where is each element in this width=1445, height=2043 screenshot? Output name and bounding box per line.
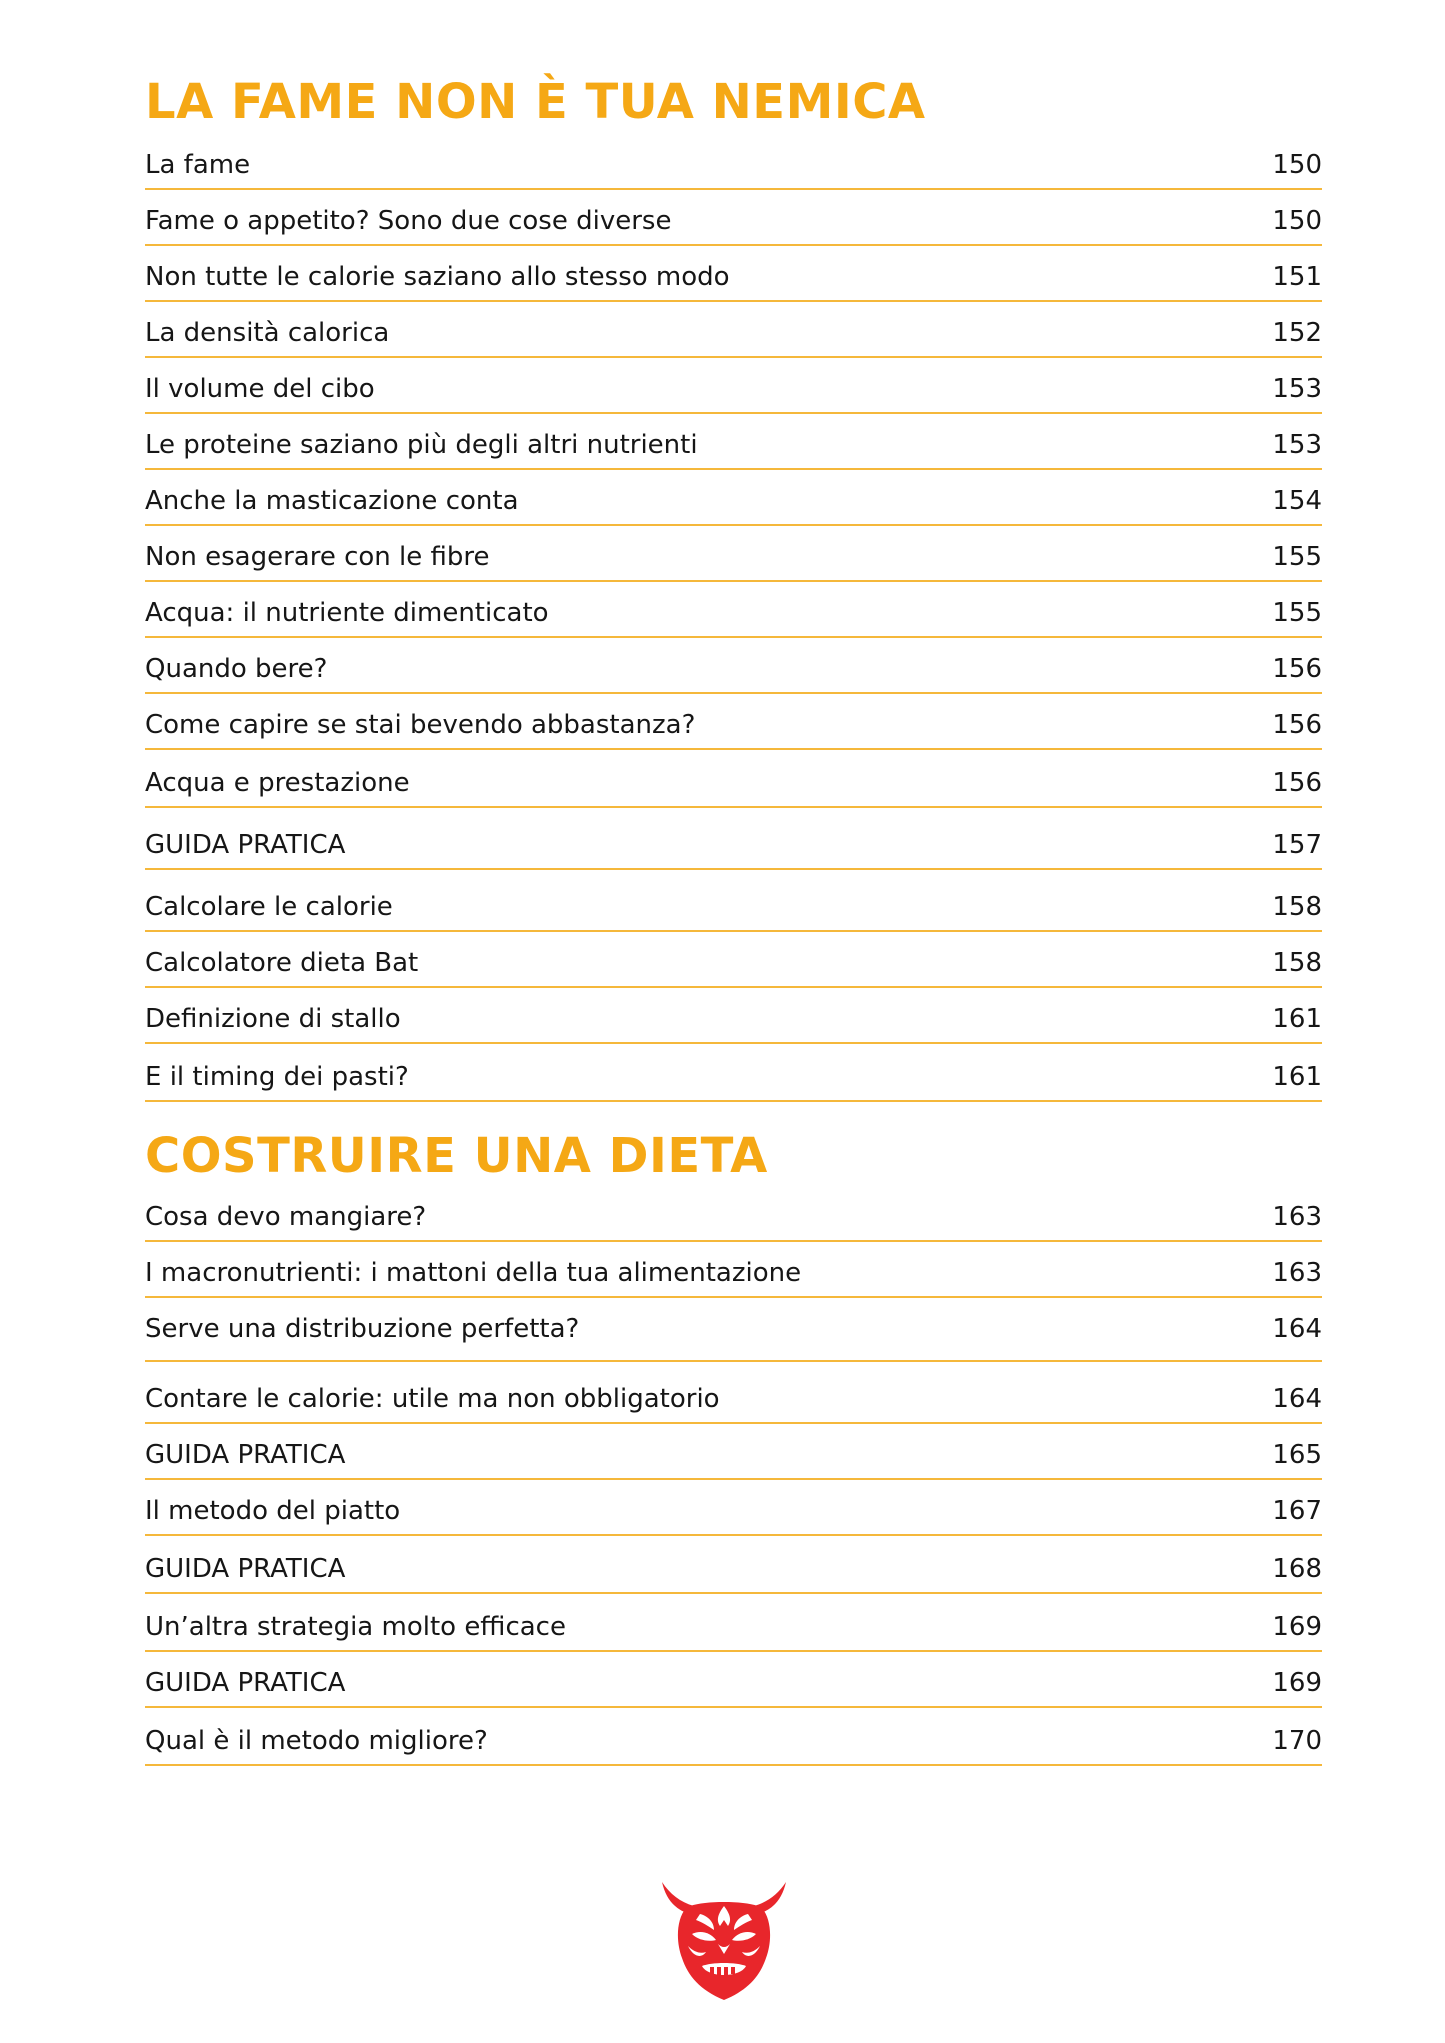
toc-entry[interactable] — [145, 870, 1322, 932]
toc-entry[interactable] — [145, 1652, 1322, 1708]
toc-entry-page: 155 — [1272, 542, 1322, 572]
toc-entry-page: 169 — [1272, 1668, 1322, 1698]
toc-entry-page: 153 — [1272, 374, 1322, 404]
toc-entry[interactable] — [145, 1044, 1322, 1102]
toc-entry-label: GUIDA PRATICA — [145, 1440, 346, 1470]
toc-entry[interactable] — [145, 1594, 1322, 1652]
toc-entry[interactable] — [145, 246, 1322, 302]
toc-entry-page: 155 — [1272, 598, 1322, 628]
toc-entry[interactable] — [145, 190, 1322, 246]
toc-entry-page: 161 — [1272, 1004, 1322, 1034]
toc-entry[interactable] — [145, 1424, 1322, 1480]
toc-entry[interactable] — [145, 414, 1322, 470]
toc-entry[interactable] — [145, 144, 1322, 190]
toc-entry-page: 152 — [1272, 318, 1322, 348]
toc-entry-page: 156 — [1272, 654, 1322, 684]
toc-entry[interactable] — [145, 302, 1322, 358]
toc-entry-page: 164 — [1272, 1314, 1322, 1344]
toc-entry-label: Acqua: il nutriente dimenticato — [145, 598, 549, 628]
toc-entry-page: 151 — [1272, 262, 1322, 292]
toc-entry-page: 165 — [1272, 1440, 1322, 1470]
toc-entry-page: 164 — [1272, 1384, 1322, 1414]
demon-mask-icon — [656, 1880, 792, 2004]
toc-entry-label: Il volume del cibo — [145, 374, 375, 404]
toc-entry[interactable] — [145, 1196, 1322, 1242]
toc-entry-page: 163 — [1272, 1258, 1322, 1288]
toc-entry-label: Anche la masticazione conta — [145, 486, 519, 516]
toc-entry-label: Contare le calorie: utile ma non obbligatorio — [145, 1384, 720, 1414]
toc-entry[interactable] — [145, 750, 1322, 808]
toc-entry[interactable] — [145, 1362, 1322, 1424]
toc-entry-page: 156 — [1272, 768, 1322, 798]
toc-entry[interactable] — [145, 1242, 1322, 1298]
toc-entry-label: E il timing dei pasti? — [145, 1062, 409, 1092]
toc-entry-label: Fame o appetito? Sono due cose diverse — [145, 206, 672, 236]
toc-entry[interactable] — [145, 988, 1322, 1044]
toc-entry[interactable] — [145, 526, 1322, 582]
toc-entry-label: Come capire se stai bevendo abbastanza? — [145, 710, 696, 740]
toc-entry-label: GUIDA PRATICA — [145, 830, 346, 860]
toc-entry[interactable] — [145, 470, 1322, 526]
toc-entry[interactable] — [145, 1480, 1322, 1536]
toc-entry-page: 161 — [1272, 1062, 1322, 1092]
toc-entry-label: Cosa devo mangiare? — [145, 1202, 427, 1232]
toc-entry-label: GUIDA PRATICA — [145, 1554, 346, 1584]
toc-entry-label: Il metodo del piatto — [145, 1496, 401, 1526]
toc-entry-label: Un’altra strategia molto efficace — [145, 1612, 566, 1642]
toc-entry-label: Non esagerare con le fibre — [145, 542, 490, 572]
toc-entry-page: 150 — [1272, 150, 1322, 180]
toc-entry[interactable] — [145, 1298, 1322, 1362]
toc-entry-label: Calcolatore dieta Bat — [145, 948, 419, 978]
toc-entry[interactable] — [145, 358, 1322, 414]
toc-entry[interactable] — [145, 582, 1322, 638]
toc-entry-page: 157 — [1272, 830, 1322, 860]
toc-entry-page: 168 — [1272, 1554, 1322, 1584]
toc-entry-page: 170 — [1272, 1726, 1322, 1756]
toc-entry-label: Le proteine saziano più degli altri nutrienti — [145, 430, 698, 460]
toc-entry-label: Definizione di stallo — [145, 1004, 401, 1034]
toc-entry[interactable] — [145, 1708, 1322, 1766]
toc-entry-label: Calcolare le calorie — [145, 892, 393, 922]
toc-entry[interactable] — [145, 694, 1322, 750]
toc-entry-page: 158 — [1272, 892, 1322, 922]
toc-entry-page: 167 — [1272, 1496, 1322, 1526]
toc-entry-label: Qual è il metodo migliore? — [145, 1726, 488, 1756]
toc-entry-page: 154 — [1272, 486, 1322, 516]
toc-entry-label: Quando bere? — [145, 654, 328, 684]
toc-entry-page: 169 — [1272, 1612, 1322, 1642]
toc-entry[interactable] — [145, 808, 1322, 870]
toc-entry-label: Acqua e prestazione — [145, 768, 410, 798]
toc-entry-page: 153 — [1272, 430, 1322, 460]
toc-entry-page: 150 — [1272, 206, 1322, 236]
toc-entry-label: Non tutte le calorie saziano allo stesso modo — [145, 262, 730, 292]
toc-entry[interactable] — [145, 1536, 1322, 1594]
toc-entry[interactable] — [145, 932, 1322, 988]
toc-entry[interactable] — [145, 638, 1322, 694]
toc-entry-page: 158 — [1272, 948, 1322, 978]
toc-entry-page: 163 — [1272, 1202, 1322, 1232]
toc-entry-label: I macronutrienti: i mattoni della tua alimentazione — [145, 1258, 802, 1288]
toc-entry-label: La densità calorica — [145, 318, 390, 348]
toc-entry-page: 156 — [1272, 710, 1322, 740]
toc-entry-label: Serve una distribuzione perfetta? — [145, 1314, 580, 1344]
section-title-dieta: COSTRUIRE UNA DIETA — [145, 1128, 768, 1184]
section-title-fame: LA FAME NON È TUA NEMICA — [145, 74, 926, 130]
toc-entry-label: La fame — [145, 150, 251, 180]
toc-entry-label: GUIDA PRATICA — [145, 1668, 346, 1698]
